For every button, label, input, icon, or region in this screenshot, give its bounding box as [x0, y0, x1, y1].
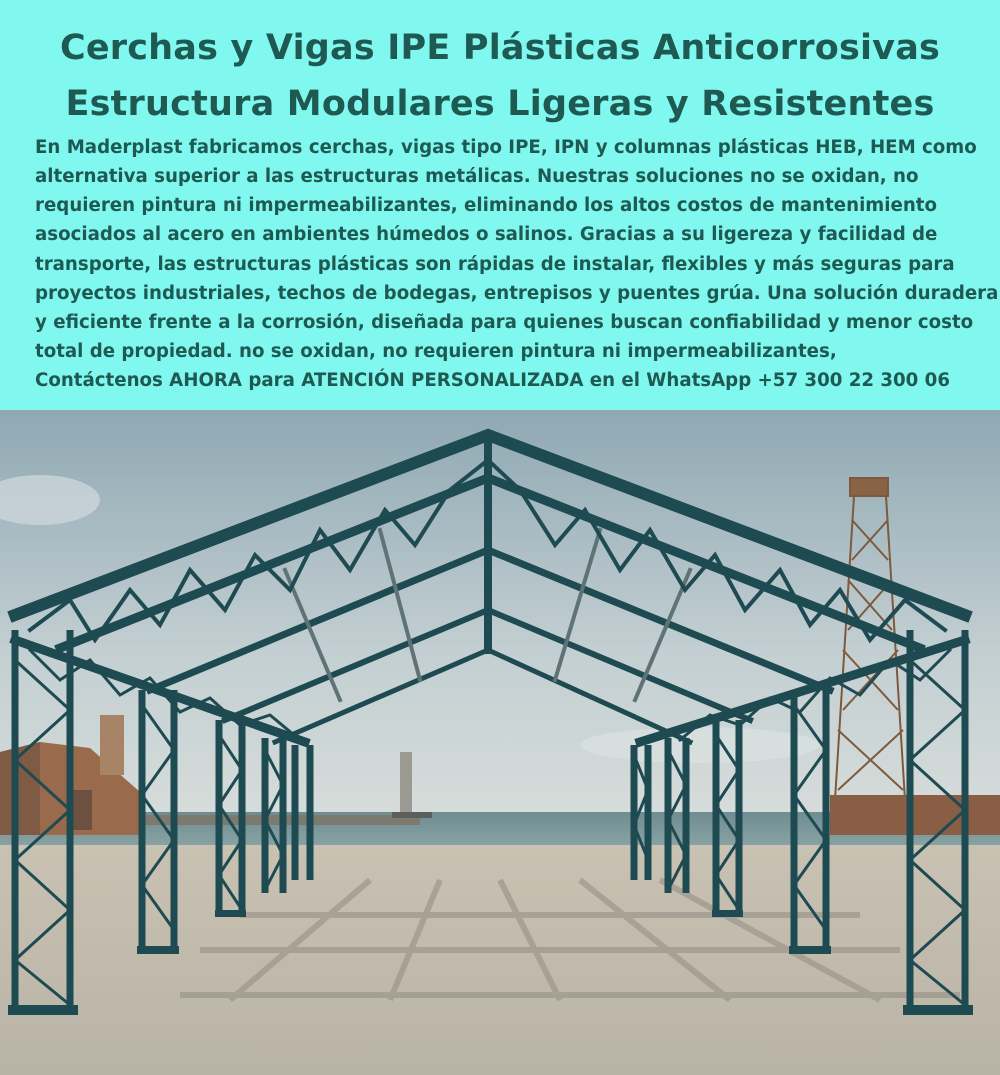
description-line: alternativa superior a las estructuras metálicas. Nuestras soluciones no se oxidan, no [35, 166, 919, 187]
title-line-1: Cerchas y Vigas IPE Plásticas Anticorrosivas [59, 28, 941, 68]
description-line: En Maderplast fabricamos cerchas, vigas tipo IPE, IPN y columnas plásticas HEB, HEM como [35, 137, 977, 158]
whatsapp-contact-line: Contáctenos AHORA para ATENCIÓN PERSONALIZADA en el WhatsApp +57 300 22 300 06 [35, 370, 950, 391]
header-banner [0, 0, 1000, 410]
harbor-building [830, 795, 1000, 835]
description-line: asociados al acero en ambientes húmedos o salinos. Gracias a su ligereza y facilidad de [35, 224, 938, 245]
description-line: y eficiente frente a la corrosión, diseñada para quienes buscan confiabilidad y menor costo [35, 312, 974, 333]
description-line: total de propiedad. no se oxidan, no requieren pintura ni impermeabilizantes, [35, 341, 837, 362]
description-line: transporte, las estructuras plásticas son rápidas de instalar, flexibles y más seguras para [35, 254, 955, 275]
description-line: proyectos industriales, techos de bodegas, entrepisos y puentes grúa. Una solución duradera [35, 283, 999, 304]
concrete-ground [0, 845, 1000, 1075]
truss-structure-photo [0, 410, 1000, 1075]
title-line-2: Estructura Modulares Ligeras y Resistentes [65, 84, 935, 124]
description-line: requieren pintura ni impermeabilizantes, eliminando los altos costos de mantenimiento [35, 195, 937, 216]
